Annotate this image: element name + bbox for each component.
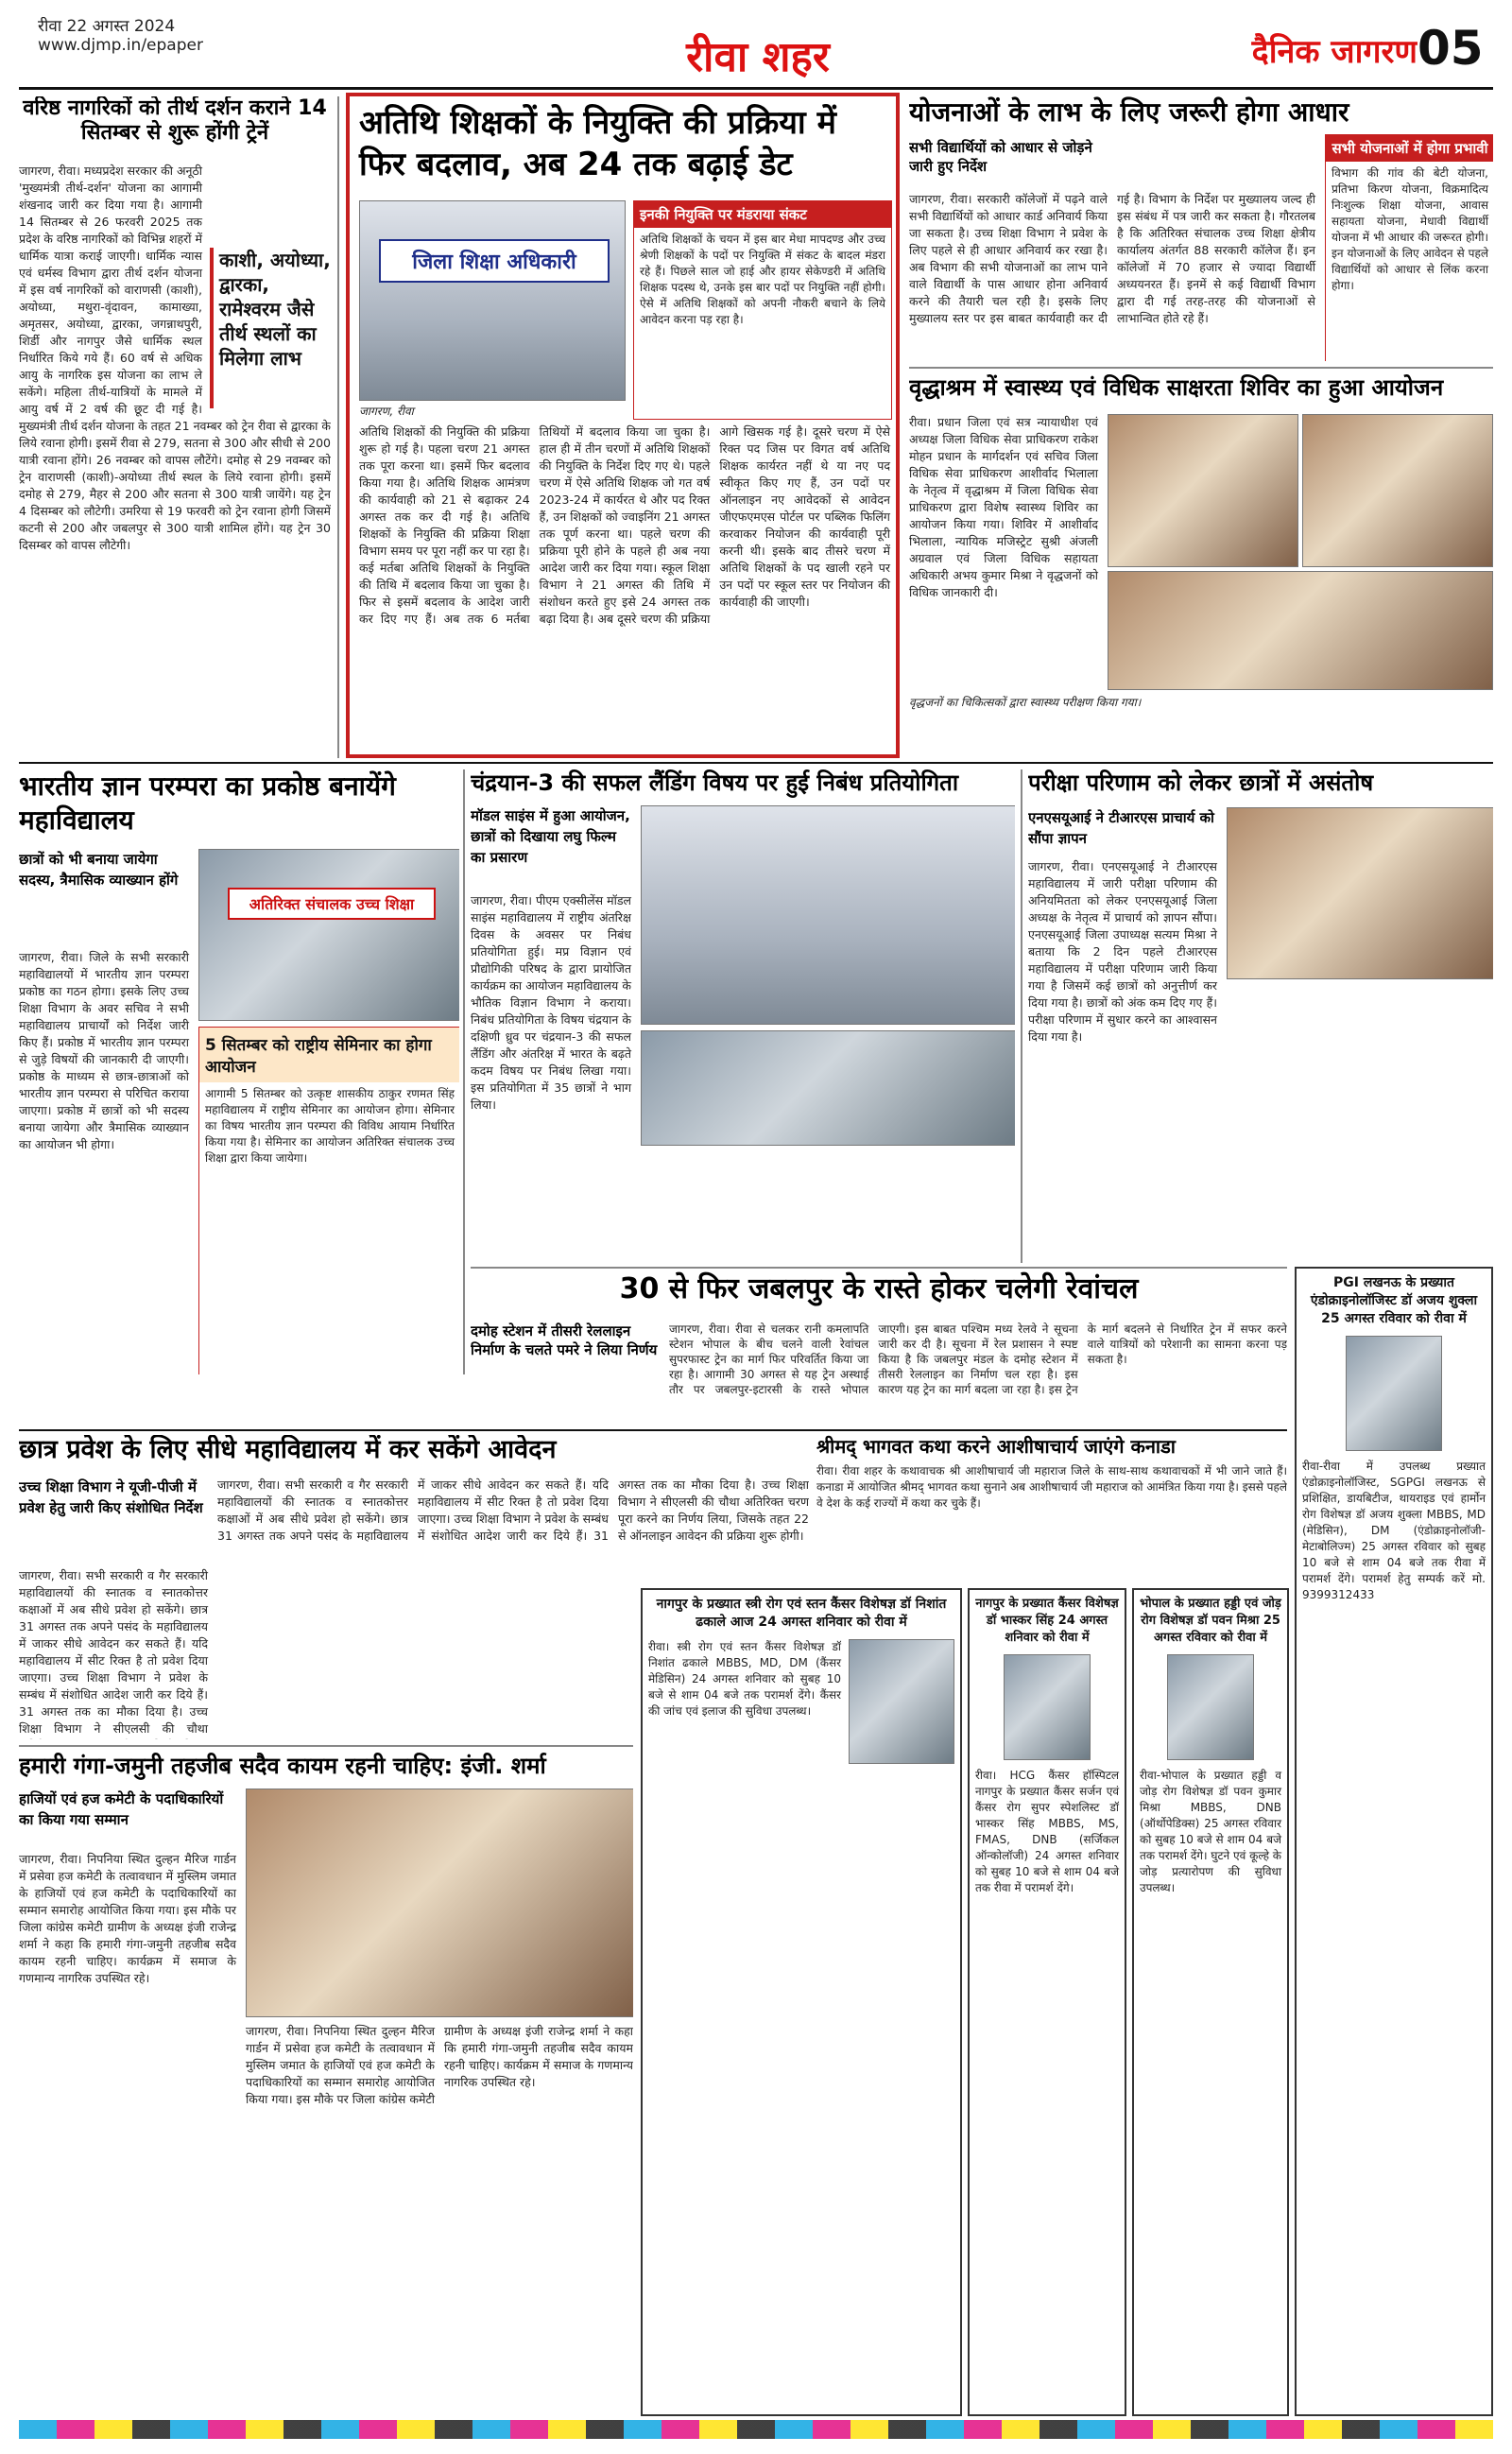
headline: श्रीमद् भागवत कथा करने आशीषाचार्य जाएंगे कनाडा [816,1435,1176,1458]
article-body: जागरण, रीवा। सभी सरकारी व गैर सरकारी महाविद्यालयों की स्नातक व स्नातकोत्तर कक्षाओं में अब सीधे प्रवेश हो सकेंगे। छात्र 31 अगस्त तक अपने पसंद के महाविद्यालय में जाकर सीधे आवेदन कर सकते हैं। यदि महाविद्यालय में सीट रिक्त है तो प्रवेश दिया जाएगा। उच्च शिक्षा विभाग ने प्रवेश के सम्बंध में संशोधित आदेश जारी कर दिये हैं। 31 अगस्त तक का मौका दिया है। उच्च शिक्षा विभाग ने सीएलसी की चौथा अतिरिक्त चरण पूरा करने का निर्णय लिया, जिसके तहत 22 से ऑनलाइन आवेदन की प्रक्रिया शुरू होगी। [217,1478,809,1543]
sidebox-seminar [198,1027,459,1374]
photo-signboard: अतिरिक्त संचालक उच्च शिक्षा [228,888,436,920]
masthead-date: रीवा 22 अगस्त 2024 [38,17,176,36]
sidebox-crisis [633,200,892,420]
headline: वृद्धाश्रम में स्वास्थ्य एवं विधिक साक्षरता शिविर का हुआ आयोजन [909,374,1444,401]
headline: चंद्रयान-3 की सफल लैंडिंग विषय पर हुई निबंध प्रतियोगिता [471,769,959,796]
sidebox-body: विभाग की गांव की बेटी योजना, प्रतिभा किरण योजना, विक्रमादित्य निःशुल्क शिक्षा योजना, आवास सहायता योजना, मेधावी विद्यार्थी योजना में भी आधार की जरूरत होगी। इन योजनाओं के लिए आवेदन से पहले विद्यार्थियों को आधार से लिंक करना होगा। [1332,166,1488,292]
headline: अतिथि शिक्षकों के नियुक्ति की प्रक्रिया में फिर बदलाव, अब 24 तक बढ़ाई डेट [359,104,836,183]
article-body: अतिथि शिक्षकों की नियुक्ति की प्रक्रिया शुरू हो गई है। पहला चरण 21 अगस्त तक पूरा करना था। इसमें फिर बदलाव किया गया है। अतिथि शिक्षक आमंत्रण की कार्यवाही को 21 से बढ़ाकर 24 अगस्त तक कर दी गई है। अतिथि शिक्षकों के नियुक्ति की प्रक्रिया शिक्षा विभाग समय पर पूरा नहीं कर पा रहा है। कई मर्तबा अतिथि शिक्षकों के नियुक्ति की तिथि में बदलाव किया जा चुका है। फिर से इसमें बदलाव के आदेश जारी कर दिए गए हैं। अब तक 6 मर्तबा तिथियों में बदलाव किया जा चुका है। हाल ही में तीन चरणों में अतिथि शिक्षकों की नियुक्ति के निर्देश दिए गए थे। पहले चरण में ऐसे अतिथि शिक्षक जो गत वर्ष 2023-24 में कार्यरत थे और पद रिक्त हैं, उन शिक्षकों को ज्वाइनिंग 21 अगस्त तक पूर्ण करना था। पहले चरण की प्रक्रिया पूरी होने के पहले ही अब नया आदेश जारी कर दिया गया। स्कूल शिक्षा विभाग ने 21 अगस्त की तिथि में संशोधन करते हुए इसे 24 अगस्त तक बढ़ा दिया है। अब दूसरे चरण की प्रक्रिया आगे खिसक गई है। दूसरे चरण में ऐसे रिक्त पद जिस पर विगत वर्ष अतिथि शिक्षक कार्यरत नहीं थे या नए पद स्वीकृत किए गए हैं, उन पदों पर ऑनलाइन नए आवेदकों से आवेदन जीएफएमएस पोर्टल पर पब्लिक फिलिंग करवाकर नियोजन की कार्यवाही पूरी करनी थी। इसके बाद तीसरे चरण में अतिथि शिक्षकों के पद खाली रहने पर उन पदों पर स्कूल स्तर पर नियोजन की कार्यवाही की जाएगी। [359,424,890,626]
subhead: हाजियों एवं हज कमेटी के पदाधिकारियों का किया गया सम्मान [19,1790,224,1828]
headline: 30 से फिर जबलपुर के रास्ते होकर चलेगी रेवांचल [619,1272,1139,1305]
ad-body: रीवा। HCG कैंसर हॉस्पिटल नागपुर के प्रख्यात कैंसर सर्जन एवं कैंसर रोग सुपर स्पेशलिस्ट डॉ भास्कर सिंह MBBS, MS, FMAS, DNB (सर्जिकल ऑन्कोलॉजी) 24 अगस्त शनिवार को सुबह 10 बजे से शाम 04 बजे तक रीवा में परामर्श देंगे। [975,1769,1119,1894]
article-body [19,163,331,758]
ad-orthopedic [1132,1588,1289,2416]
article-body: रीवा। प्रधान जिला एवं सत्र न्यायाधीश एवं अध्यक्ष जिला विधिक सेवा प्राधिकरण राकेश मोहन प्रधान के मार्गदर्शन एवं सचिव जिला विधिक सेवा प्राधिकरण आशीर्वाद भिलाला के नेतृत्व में वृद्धाश्रम में जिला विधिक सेवा प्राधिकरण द्वारा विशेष स्वास्थ्य शिविर का आयोजन किया गया। शिविर में आशीर्वाद भिलाला, न्यायिक मजिस्ट्रेट सुश्री अंजली अग्रवाल एवं जिला विधिक सहायता अधिकारी अभय कुमार मिश्रा ने वृद्धजनों को विधिक जानकारी दी। [909,415,1098,599]
column-divider [337,96,339,758]
article-bhagwat-katha [816,1435,1287,1582]
article-ganga-jamuni [19,1745,633,2416]
subhead: सभी विद्यार्थियों को आधार से जोड़ने जारी हुए निर्देश [909,139,1092,175]
ad-cancer-specialist [968,1588,1126,2416]
ad-body: रीवा-भोपाल के प्रख्यात हड्डी व जोड़ रोग विशेषज्ञ डॉ पवन कुमार मिश्रा MBBS, DNB (ऑर्थोपेडिक्स) 25 अगस्त रविवार को सुबह 10 बजे से शाम 04 बजे तक परामर्श देंगे। घुटने एवं कूल्हे के जोड़ प्रत्यारोपण की सुविधा उपलब्ध। [1140,1769,1281,1894]
photo-caption: जागरण, रीवा [359,405,414,418]
section-rule [19,1429,1287,1431]
page-number: 05 [1418,21,1484,76]
print-color-bar [19,2420,1493,2439]
column-divider [463,769,465,1374]
headline: छात्र प्रवेश के लिए सीधे महाविद्यालय में कर सकेंगे आवेदन [19,1435,557,1464]
article-gyan-parampara [19,769,459,1374]
ad-endocrinologist [1295,1267,1493,2416]
sidebox-title: सभी योजनाओं में होगा प्रभावी [1326,135,1493,162]
article-body: जागरण, रीवा। पीएम एक्सीलेंस मॉडल साइंस महाविद्यालय में राष्ट्रीय अंतरिक्ष दिवस के अवसर पर निबंध प्रतियोगिता हुई। मप्र विज्ञान एवं प्रौद्योगिकी परिषद के द्वारा प्रायोजित कार्यक्रम का आयोजन महाविद्यालय के भौतिक विज्ञान विभाग ने कराया। निबंध प्रतियोगिता के विषय चंद्रयान के दक्षिणी ध्रुव पर चंद्रयान-3 की सफल लैंडिंग और अंतरिक्ष में भारत के बढ़ते कदम विषय पर निबंध लिखा गया। इस प्रतियोगिता में 35 छात्रों ने भाग लिया। [471,893,631,1112]
doctor-photo [1346,1336,1442,1451]
ad-headline: नागपुर के प्रख्यात कैंसर विशेषज्ञ डॉ भास्कर सिंह 24 अगस्त शनिवार को रीवा में [975,1597,1119,1645]
sidebox-body: आगामी 5 सितम्बर को उत्कृष्ट शासकीय ठाकुर रणमत सिंह महाविद्यालय में राष्ट्रीय सेमिनार का आयोजन होगा। सेमिनार का विषय भारतीय ज्ञान परम्परा की विविध आयाम निर्धारित किया गया है। सेमिनार का आयोजन अतिरिक्त संचालक उच्च शिक्षा द्वारा किया जायेगा। [205,1087,455,1165]
article-chandrayaan [471,769,1015,1263]
sidebox-title: 5 सितम्बर को राष्ट्रीय सेमिनार का होगा आयोजन [199,1028,459,1082]
body-text: जागरण, रीवा। मध्यप्रदेश सरकार की अनूठी 'मुख्यमंत्री तीर्थ-दर्शन' योजना का आगामी शंखनाद जारी कर दिया गया है। आगामी 14 सितम्बर से 26 फरवरी 2025 तक प्रदेश के वरिष्ठ नागरिकों को विभिन्न शहरों में धार्मिक यात्रा कराई जाएगी। धार्मिक न्यास एवं धर्मस्व विभाग द्वारा तीर्थ दर्शन योजना में इस वर्ष नागरिकों को वाराणसी (काशी), अयोध्या, मथुरा-वृंदावन, कामाख्या, अमृतसर, अयोध्या, द्वारका, जगन्नाथपुरी, शिर्डी और नागपुर जैसे धार्मिक स्थल निर्धारित किये गये हैं। 60 वर्ष से अधिक आयु के नागरिक इस योजना का लाभ ले सकेंगे। महिला तीर्थ-यात्रियों के मामले में आयु वर्ष में 2 वर्ष की छूट दी गई है। मुख्यमंत्री तीर्थ दर्शन योजना के तहत 21 नवम्बर को ट्रेन रीवा से द्वारका के लिये रवाना होगी। इसमें रीवा से 279, सतना से 300 और सीधी से 200 यात्री रवाना होंगे। 26 नवम्बर को वापस लौटेंगे। दमोह से 29 नवम्बर को ट्रेन वाराणसी (काशी)-अयोध्या तीर्थ स्थल के लिये रवाना होगी। इसमें दमोह से 279, मैहर से 200 और सतना से 300 यात्री जायेंगे। यह ट्रेन 4 दिसम्बर को लौटेगी। उमरिया से 19 फरवरी को ट्रेन रवाना होगी जिसमें कटनी से 200 और जबलपुर से 300 यात्री शामिल होंगे। यह ट्रेन 30 दिसम्बर को वापस लौटेगी। [19,164,331,552]
office-photo [198,849,459,1021]
article-body: जागरण, रीवा। सरकारी कॉलेजों में पढ़ने वाले सभी विद्यार्थियों को आधार कार्ड अनिवार्य किया जा सकता है। उच्च शिक्षा विभाग ने प्रवेश के लिए पहले से ही आधार अनिवार्य कर रखा है। अब विभाग की सभी योजनाओं का लाभ पाने वाले विद्यार्थी के पास आधार होना अनिवार्य करने की तैयारी चल रही है। इसके लिए मुख्यालय स्तर पर इस बाबत कार्यवाही कर दी गई है। विभाग के निर्देश पर मुख्यालय जल्द ही इस संबंध में पत्र जारी कर सकता है। गौरतलब है कि अतिरिक्त संचालक उच्च शिक्षा क्षेत्रीय कार्यालय अंतर्गत 88 सरकारी कॉलेज हैं। इन कॉलेजों में 70 हजार से ज्यादा विद्यार्थी अध्ययनरत हैं। इनमें से कई विद्यार्थी विभाग द्वारा दी गई तरह-तरह की योजनाओं से लाभान्वित होते रहे हैं। [909,192,1315,325]
masthead-rule [19,87,1493,90]
article-body: जागरण, रीवा। जिले के सभी सरकारी महाविद्यालयों में भारतीय ज्ञान परम्परा प्रकोष्ठ का गठन होगा। इसके लिए उच्च शिक्षा विभाग के अवर सचिव ने सभी महाविद्यालय प्राचार्यों को निर्देश जारी किए हैं। प्रकोष्ठ में भारतीय ज्ञान परम्परा से जुड़े विषयों की जानकारी दी जाएगी। प्रकोष्ठ के माध्यम से छात्र-छात्राओं को भारतीय ज्ञान परम्परा से परिचित कराया जाएगा। प्रकोष्ठ में छात्रों को भी सदस्य बनाया जायेगा और त्रैमासिक व्याख्यान का आयोजन भी होगा। [19,950,189,1151]
headline: भारतीय ज्ञान परम्परा का प्रकोष्ठ बनायेंगे महाविद्यालय [19,770,396,836]
ad-headline: भोपाल के प्रख्यात हड्डी एवं जोड़ रोग विशेषज्ञ डॉ पवन मिश्रा 25 अगस्त रविवार को रीवा में [1140,1597,1281,1645]
subhead: एनएसयूआई ने टीआरएस प्राचार्य को सौंपा ज्ञापन [1028,809,1214,847]
office-photo [359,200,626,401]
article-atithi-shikshak [346,93,900,758]
doctor-photo [1004,1654,1091,1760]
article-aadhar [909,96,1493,361]
masthead-url[interactable]: www.djmp.in/epaper [38,36,203,55]
subhead: मॉडल साइंस में हुआ आयोजन, छात्रों को दिखाया लघु फिल्म का प्रसारण [471,807,630,866]
paper-name: दैनिक जागरण [1251,33,1418,71]
camp-photo-3 [1108,571,1493,690]
ad-headline: नागपुर के प्रख्यात स्त्री रोग एवं स्तन कैंसर विशेषज्ञ डॉ निशांत ढकाले आज 24 अगस्त शनिवार को रीवा में [656,1597,947,1630]
photo-caption: वृद्धजनों का चिकित्सकों द्वारा स्वास्थ्य परीक्षण किया गया। [909,696,1142,709]
sidebox-schemes [1325,134,1493,361]
sidebox-title: इनकी नियुक्ति पर मंडराया संकट [634,201,891,228]
ad-body: रीवा-रीवा में उपलब्ध प्रख्यात एंडोक्राइनोलॉजिस्ट, SGPGI लखनऊ से प्रशिक्षित, डायबिटीज, थायराइड एवं हार्मोन रोग विशेषज्ञ डॉ अजय शुक्ला MBBS, MD (मेडिसिन), DM (एंडोक्राइनोलॉजी-मेटाबोलिज्म) 25 अगस्त रविवार को सुबह 10 बजे से शाम 04 बजे तक रीवा में परामर्श देंगे। परामर्श हेतु सम्पर्क करें मो. 9399312433 [1302,1460,1486,1601]
felicitation-photo [246,1789,633,2017]
headline: वरिष्ठ नागरिकों को तीर्थ दर्शन कराने 14 सितम्बर से शुरू होंगी ट्रेनें [23,96,327,146]
doctor-photo [1167,1654,1254,1760]
column-divider [1021,769,1022,1263]
article-body: जागरण, रीवा। एनएसयूआई ने टीआरएस महाविद्यालय में जारी परीक्षा परिणाम की अनियमितता को लेकर एनएसयूआई जिला अध्यक्ष के नेतृत्व में प्राचार्य को ज्ञापन सौंपा। एनएसयूआई जिला उपाध्यक्ष सत्यम मिश्रा ने बताया कि 2 दिन पहले टीआरएस महाविद्यालय में परीक्षा परिणाम जारी किया गया है जिसमें कई छात्रों को अनुत्तीर्ण कर दिया गया है। छात्रों को अंक कम दिए गए हैं। परीक्षा परिणाम में सुधार करने का आश्वासन दिया गया है। [1028,859,1217,1044]
article-body: जागरण, रीवा। रीवा से चलकर रानी कमलापति स्टेशन भोपाल के बीच चलने वाली रेवांचल सुपरफास्ट ट्रेन का मार्ग फिर परिवर्तित किया जा रहा है। आगामी 30 अगस्त से यह ट्रेन अस्थाई तौर पर जबलपुर-इटारसी के रास्ते भोपाल जाएगी। इस बाबत पश्चिम मध्य रेलवे ने सूचना जारी कर दी है। सूचना में रेल प्रशासन ने स्पष्ट किया है कि जबलपुर मंडल के दमोह स्टेशन में तीसरी रेललाइन का निर्माण चल रहा है। इस कारण यह ट्रेन का मार्ग बदला जा रहा है। इस ट्रेन के मार्ग बदलने से निर्धारित ट्रेन में सफर करने वाले यात्रियों को परेशानी का सामना करना पड़ सकता है। [669,1322,1287,1396]
headline: योजनाओं के लाभ के लिए जरूरी होगा आधार [909,96,1349,128]
camp-photo-1 [1108,414,1298,567]
subhead: दमोह स्टेशन में तीसरी रेललाइन निर्माण के चलते पमरे ने लिया निर्णय [471,1322,658,1358]
article-body: जागरण, रीवा। निपनिया स्थित दुल्हन मैरिज गार्डन में प्रसेवा हज कमेटी के तत्वावधान में मुस्लिम जमात के हाजियों एवं हज कमेटी के पदाधिकारियों का सम्मान समारोह आयोजित किया गया। इस मौके पर जिला कांग्रेस कमेटी ग्रामीण के अध्यक्ष इंजी राजेन्द्र शर्मा ने कहा कि हमारी गंगा-जमुनी तहजीब सदैव कायम रहनी चाहिए। कार्यक्रम में समाज के गणमान्य नागरिक उपस्थित रहे। [19,1852,236,1985]
article-body: रीवा। रीवा शहर के कथावाचक श्री आशीषाचार्य जी महाराज जिले के साथ-साथ कथावाचकों में भी जाने जाते हैं। कनाडा में आयोजित श्रीमद् भागवत कथा सुनाने अब आशीषाचार्य जी महाराज को आमंत्रित किया गया है। इससे पहले वे देश के कई राज्यों में कथा कर चुके हैं। [816,1464,1287,1510]
ad-headline: PGI लखनऊ के प्रख्यात एंडोक्राइनोलॉजिस्ट डॉ अजय शुक्ला 25 अगस्त रविवार को रीवा में [1310,1275,1478,1326]
article-body-intro: जागरण, रीवा। सभी सरकारी व गैर सरकारी महाविद्यालयों की स्नातक व स्नातकोत्तर कक्षाओं में अब सीधे प्रवेश हो सकेंगे। छात्र 31 अगस्त तक अपने पसंद के महाविद्यालय में जाकर सीधे आवेदन कर सकते हैं। यदि महाविद्यालय में सीट रिक्त है तो प्रवेश दिया जाएगा। उच्च शिक्षा विभाग ने प्रवेश के सम्बंध में संशोधित आदेश जारी कर दिये हैं। 31 अगस्त तक का मौका दिया है। उच्च शिक्षा विभाग ने सीएलसी की चौथा [19,1568,208,1736]
article-vridhashram [909,367,1493,758]
competition-photo [641,805,1015,1025]
article-tirth-darshan [19,96,331,758]
section-title: रीवा शहर [686,33,830,81]
ad-body: रीवा। स्त्री रोग एवं स्तन कैंसर विशेषज्ञ डॉ निशांत ढकाले MBBS, MD, DM (कैंसर मेडिसिन) 24 अगस्त शनिवार को सुबह 10 बजे से शाम 04 बजे तक परामर्श देंगे। कैंसर की जांच एवं इलाज की सुविधा उपलब्ध। [648,1640,841,1718]
memorandum-photo [1227,807,1493,979]
camp-photo-2 [1302,414,1493,567]
doctor-photo [849,1639,954,1764]
subhead: उच्च शिक्षा विभाग ने यूजी-पीजी में प्रवेश हेतु जारी किए संशोधित निर्देश [19,1478,203,1516]
headline: हमारी गंगा-जमुनी तहजीब सदैव कायम रहनी चाहिए: इंजी. शर्मा [19,1753,546,1779]
section-rule [19,762,1493,764]
screen-photo [641,1030,1015,1146]
callout: काशी, अयोध्या, द्वारका, रामेश्वरम जैसे तीर्थ स्थलों का मिलेगा लाभ [210,248,331,408]
photo-signboard: जिला शिक्षा अधिकारी [379,239,610,283]
masthead-date-block [38,17,203,55]
rewanchal-body-block [471,1322,1287,1426]
sidebox-body: अतिथि शिक्षकों के चयन में इस बार मेधा मापदण्ड और उच्च श्रेणी शिक्षकों के पदों पर नियुक्ति में संकट के बादल मंडरा रहे हैं। पिछले साल जो हाई और हायर सेकेण्डरी में अतिथि शिक्षक पदस्थ थे, उनके इस बार पदों पर नियुक्ति नहीं होगी। ऐसे में अतिथि शिक्षकों को अपनी नौकरी बचाने के लिये आवेदन करना पड़ रहा है। [640,233,885,326]
subhead: छात्रों को भी बनाया जायेगा सदस्य, त्रैमासिक व्याख्यान होंगे [19,851,179,889]
ad-gynecologist [641,1588,962,2416]
article-body-continued: जागरण, रीवा। निपनिया स्थित दुल्हन मैरिज गार्डन में प्रसेवा हज कमेटी के तत्वावधान में मुस्लिम जमात के हाजियों एवं हज कमेटी के पदाधिकारियों का सम्मान समारोह आयोजित किया गया। इस मौके पर जिला कांग्रेस कमेटी ग्रामीण के अध्यक्ष इंजी राजेन्द्र शर्मा ने कहा कि हमारी गंगा-जमुनी तहजीब सदैव कायम रहनी चाहिए। कार्यक्रम में समाज के गणमान्य नागरिक उपस्थित रहे। [246,2024,633,2106]
article-pariksha [1028,769,1493,1263]
headline: परीक्षा परिणाम को लेकर छात्रों में असंतोष [1028,769,1374,796]
